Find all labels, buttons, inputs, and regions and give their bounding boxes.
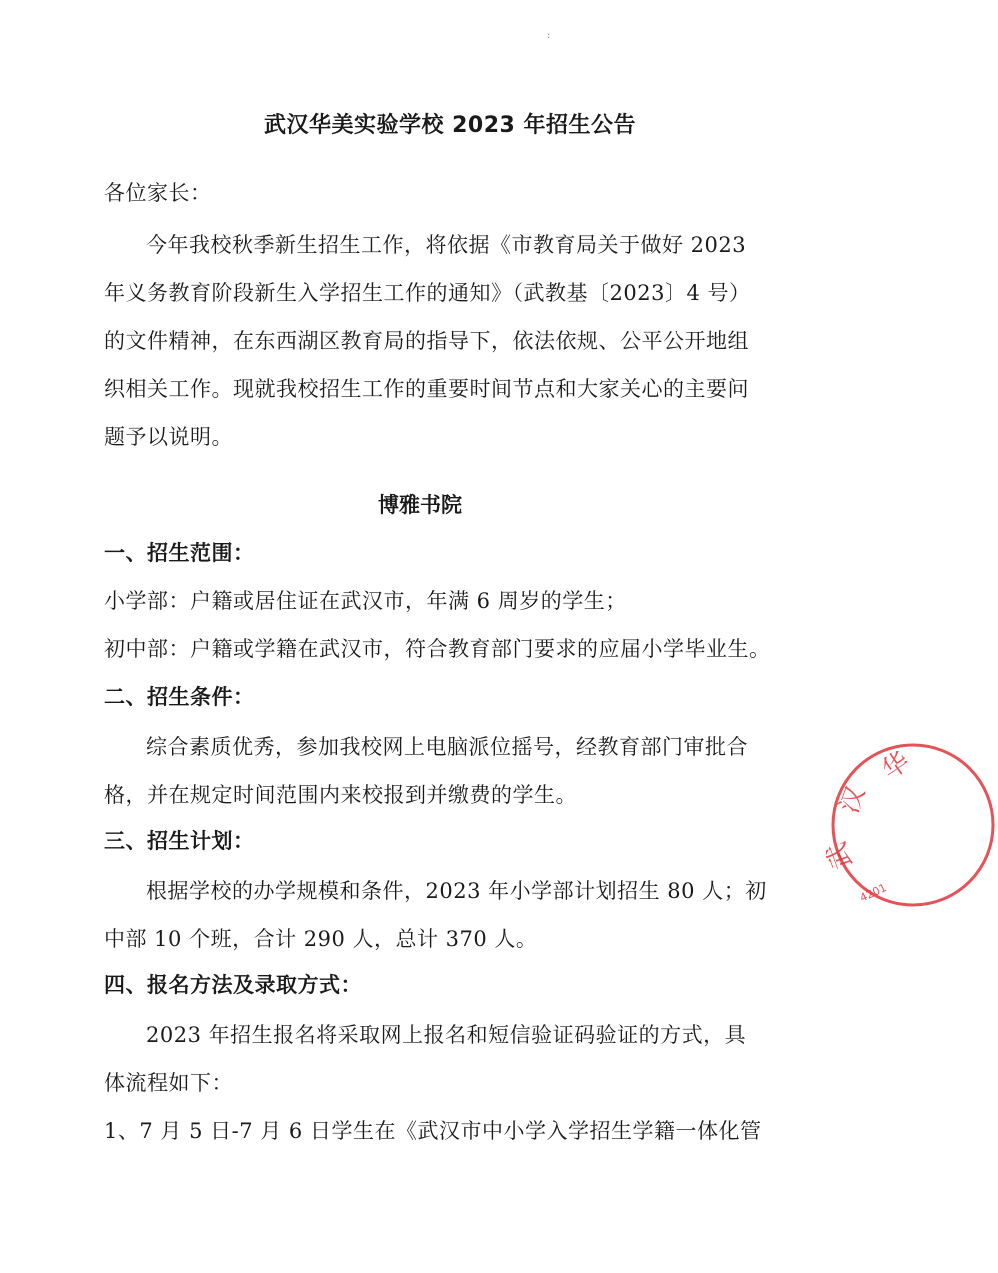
intro-line-5: 题予以说明。 [104,425,233,449]
section-title: 博雅书院 [378,493,462,517]
greeting: 各位家长： [104,181,212,205]
method-line-3: 1、7 月 5 日-7 月 6 日学生在《武汉市中小学入学招生学籍一体化管 [104,1119,762,1143]
scope-junior: 初中部：户籍或学籍在武汉市，符合教育部门要求的应届小学毕业生。 [104,637,771,661]
heading-registration-method: 四、报名方法及录取方式： [104,973,362,997]
scan-mark: : [547,30,551,41]
scope-primary: 小学部：户籍或居住证在武汉市，年满 6 周岁的学生； [104,589,627,613]
plan-line-2: 中部 10 个班，合计 290 人，总计 370 人。 [104,927,538,951]
intro-line-3: 的文件精神，在东西湖区教育局的指导下，依法依规、公平公开地组 [104,329,749,353]
method-line-2: 体流程如下： [104,1071,233,1095]
document-title: 武汉华美实验学校 2023 年招生公告 [263,113,637,138]
intro-line-2: 年义务教育阶段新生入学招生工作的通知》（武教基〔2023〕4 号） [104,281,751,305]
conditions-line-1: 综合素质优秀，参加我校网上电脑派位摇号，经教育部门审批合 [146,735,748,759]
seal-number: 4201 [857,881,889,905]
method-line-1: 2023 年招生报名将采取网上报名和短信验证码验证的方式，具 [146,1023,747,1047]
seal-char-3: 武 [821,838,859,873]
heading-enrollment-conditions: 二、招生条件： [104,685,255,709]
plan-line-1: 根据学校的办学规模和条件，2023 年小学部计划招生 80 人；初 [146,879,767,903]
conditions-line-2: 格，并在规定时间范围内来校报到并缴费的学生。 [104,783,577,807]
heading-enrollment-plan: 三、招生计划： [104,829,255,853]
seal-char-2: 汉 [834,782,872,818]
heading-enrollment-scope: 一、招生范围： [104,541,255,565]
intro-line-4: 织相关工作。现就我校招生工作的重要时间节点和大家关心的主要问 [104,377,749,401]
seal-char-1: 华 [876,746,916,786]
intro-line-1: 今年我校秋季新生招生工作，将依据《市教育局关于做好 2023 [146,233,747,257]
school-seal [821,740,998,910]
